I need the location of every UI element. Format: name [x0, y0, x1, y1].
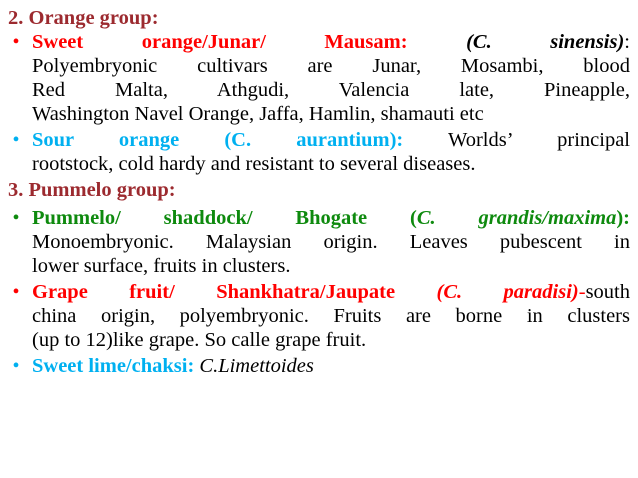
grape-fruit-sci-name: (C. paradisi): [436, 281, 579, 303]
sweet-lime-title: Sweet lime/chaksi:: [32, 355, 195, 377]
sweet-orange-title: Sweet orange/Junar/ Mausam:: [32, 31, 408, 53]
grape-fruit-desc-line-2: china origin, polyembryonic. Fruits are borne in clusters: [32, 305, 630, 327]
sour-orange-desc-line-2: rootstock, cold hardy and resistant to several diseases.: [32, 153, 476, 175]
sour-orange-title: Sour orange (C. aurantium):: [32, 129, 404, 151]
sweet-orange-desc-line-2: Polyembryonic cultivars are Junar, Mosambi, blood: [32, 55, 630, 77]
sweet-orange-colon: :: [624, 31, 630, 53]
bullet-icon: •: [12, 129, 20, 151]
bullet-icon: •: [12, 207, 20, 229]
grape-fruit-title: Grape fruit/ Shankhatra/Jaupate: [32, 281, 396, 303]
sweet-orange-desc-line-4: Washington Navel Orange, Jaffa, Hamlin, shamauti etc: [32, 103, 484, 125]
bullet-icon: •: [12, 355, 20, 377]
pummelo-title: Pummelo/ shaddock/ Bhogate (: [32, 207, 417, 229]
pummelo-title-close: ):: [616, 207, 630, 229]
sweet-orange-sci-name: (C. sinensis): [466, 31, 625, 53]
bullet-icon: •: [12, 281, 20, 303]
pummelo-desc-line-2: Monoembryonic. Malaysian origin. Leaves pubescent in: [32, 231, 630, 253]
grape-fruit-dash: -: [578, 281, 586, 303]
sweet-orange-desc-line-3: Red Malta, Athgudi, Valencia late, Pineapple,: [32, 79, 630, 101]
grape-fruit-desc: south: [585, 281, 630, 303]
bullet-icon: •: [12, 31, 20, 53]
pummelo-sci-name: C. grandis/maxima: [416, 207, 617, 229]
orange-group-heading: 2. Orange group:: [8, 7, 159, 29]
pummelo-group-heading: 3. Pummelo group:: [8, 179, 176, 201]
sour-orange-desc: Worlds’ principal: [448, 129, 630, 151]
sweet-lime-sci-name: C.Limettoides: [199, 355, 314, 377]
pummelo-desc-line-3: lower surface, fruits in clusters.: [32, 255, 291, 277]
grape-fruit-desc-line-3: (up to 12)like grape. So calle grape fruit.: [32, 329, 367, 351]
